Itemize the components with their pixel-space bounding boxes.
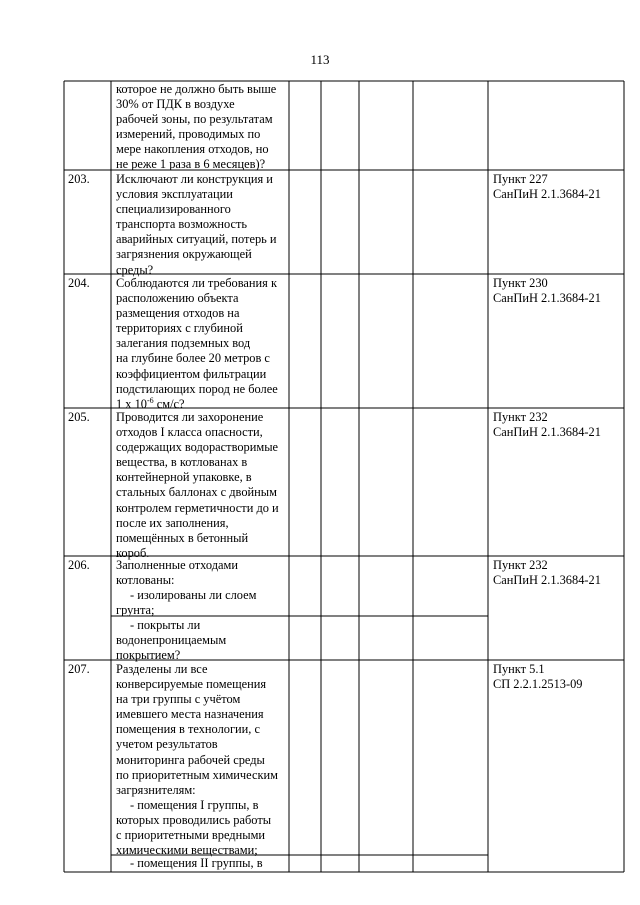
question-line: по приоритетным химическим (116, 767, 278, 782)
question-line: залегания подземных вод (116, 336, 251, 351)
question-line: конверсируемые помещения (116, 677, 267, 692)
question-line: размещения отходов на (116, 306, 240, 321)
regulation-reference (493, 276, 623, 306)
regulation-reference (493, 172, 623, 202)
question-line: подстилающих пород не более (116, 381, 278, 396)
question-line: аварийных ситуаций, потерь и (116, 232, 277, 247)
question-line: на глубине более 20 метров с (116, 351, 270, 366)
reference-line: СанПиН 2.1.3684-21 (493, 573, 601, 588)
question-line: стальных баллонах с двойным (116, 485, 277, 500)
question-line: загрязнения окружающей (116, 247, 252, 262)
question-line: короб. (116, 545, 150, 560)
question-line: покрытием? (116, 648, 181, 663)
question-text (116, 276, 288, 412)
question-line: имевшего места назначения (116, 707, 264, 722)
question-line: грунта; (116, 603, 155, 618)
regulation-reference (493, 662, 623, 692)
question-line: с приоритетными вредными (116, 828, 266, 843)
reference-line: Пункт 232 (493, 410, 548, 424)
question-line: среды? (116, 262, 154, 277)
regulation-reference (493, 558, 623, 588)
value-base: 1 х 10 (116, 396, 147, 411)
exponent: -6 (146, 395, 154, 405)
question-line: коэффициентом фильтрации (116, 366, 267, 381)
question-line: содержащих водорастворимые (116, 440, 279, 455)
row-number: 204. (68, 276, 90, 290)
question-text-continued (116, 82, 288, 173)
question-line: измерений, проводимых по (116, 127, 261, 142)
reference-line: СанПиН 2.1.3684-21 (493, 291, 601, 306)
reference-line: СанПиН 2.1.3684-21 (493, 425, 601, 440)
question-line: условия эксплуатации (116, 187, 233, 202)
question-line: помещения в технологии, с (116, 722, 261, 737)
question-line: контейнерной упаковке, в (116, 470, 252, 485)
reference-line: Пункт 5.1 (493, 662, 545, 676)
sub-question-text (116, 618, 288, 663)
question-text (116, 558, 288, 618)
question-line: загрязнителям: (116, 782, 196, 797)
question-line: вещества, в котлованах в (116, 455, 248, 470)
question-line: после их заполнения, (116, 515, 229, 530)
reference-line: СП 2.2.1.2513-09 (493, 677, 583, 692)
question-text (116, 410, 288, 561)
row-number: 206. (68, 558, 90, 572)
question-line: не реже 1 раза в 6 месяцев)? (116, 157, 266, 172)
question-line: Исключают ли конструкция и (116, 172, 273, 186)
unit-text: см/с? (153, 396, 185, 411)
page-number: 113 (310, 52, 330, 67)
question-line: Соблюдаются ли требования к (116, 276, 277, 290)
question-line: отходов I класса опасности, (116, 425, 263, 440)
reference-line: Пункт 230 (493, 276, 548, 290)
question-line: - изолированы ли слоем (130, 588, 257, 603)
sub-question-text (116, 856, 288, 871)
question-line: мониторинга рабочей среды (116, 752, 265, 767)
question-line: - покрыты ли (130, 618, 201, 632)
question-line: котлованы: (116, 573, 175, 588)
reference-line: Пункт 232 (493, 558, 548, 572)
question-line: помещённых в бетонный (116, 530, 249, 545)
question-text (116, 662, 288, 858)
question-line: Заполненные отходами (116, 558, 238, 572)
question-line: водонепроницаемым (116, 633, 227, 648)
question-line: которых проводились работы (116, 812, 272, 827)
question-text (116, 172, 288, 278)
question-line: транспорта возможность (116, 217, 248, 232)
row-number: 207. (68, 662, 90, 676)
question-line: контролем герметичности до и (116, 500, 279, 515)
question-line: химическими веществами; (116, 843, 258, 858)
question-line: Разделены ли все (116, 662, 208, 676)
question-line: мере накопления отходов, но (116, 142, 269, 157)
regulation-reference (493, 410, 623, 440)
reference-line: СанПиН 2.1.3684-21 (493, 187, 601, 202)
question-line: специализированного (116, 202, 231, 217)
row-number: 205. (68, 410, 90, 424)
question-line: расположению объекта (116, 291, 239, 306)
question-line: учетом результатов (116, 737, 218, 752)
question-line: - помещения I группы, в (130, 797, 259, 812)
question-line: территориях с глубиной (116, 321, 243, 336)
reference-line: Пункт 227 (493, 172, 548, 186)
question-line: на три группы с учётом (116, 692, 241, 707)
row-number: 203. (68, 172, 90, 186)
question-line: рабочей зоны, по результатам (116, 112, 273, 127)
question-line: Проводится ли захоронение (116, 410, 264, 424)
question-line: 30% от ПДК в воздухе (116, 97, 235, 112)
question-line: которое не должно быть выше (116, 82, 277, 96)
question-line: - помещения II группы, в (130, 856, 263, 870)
